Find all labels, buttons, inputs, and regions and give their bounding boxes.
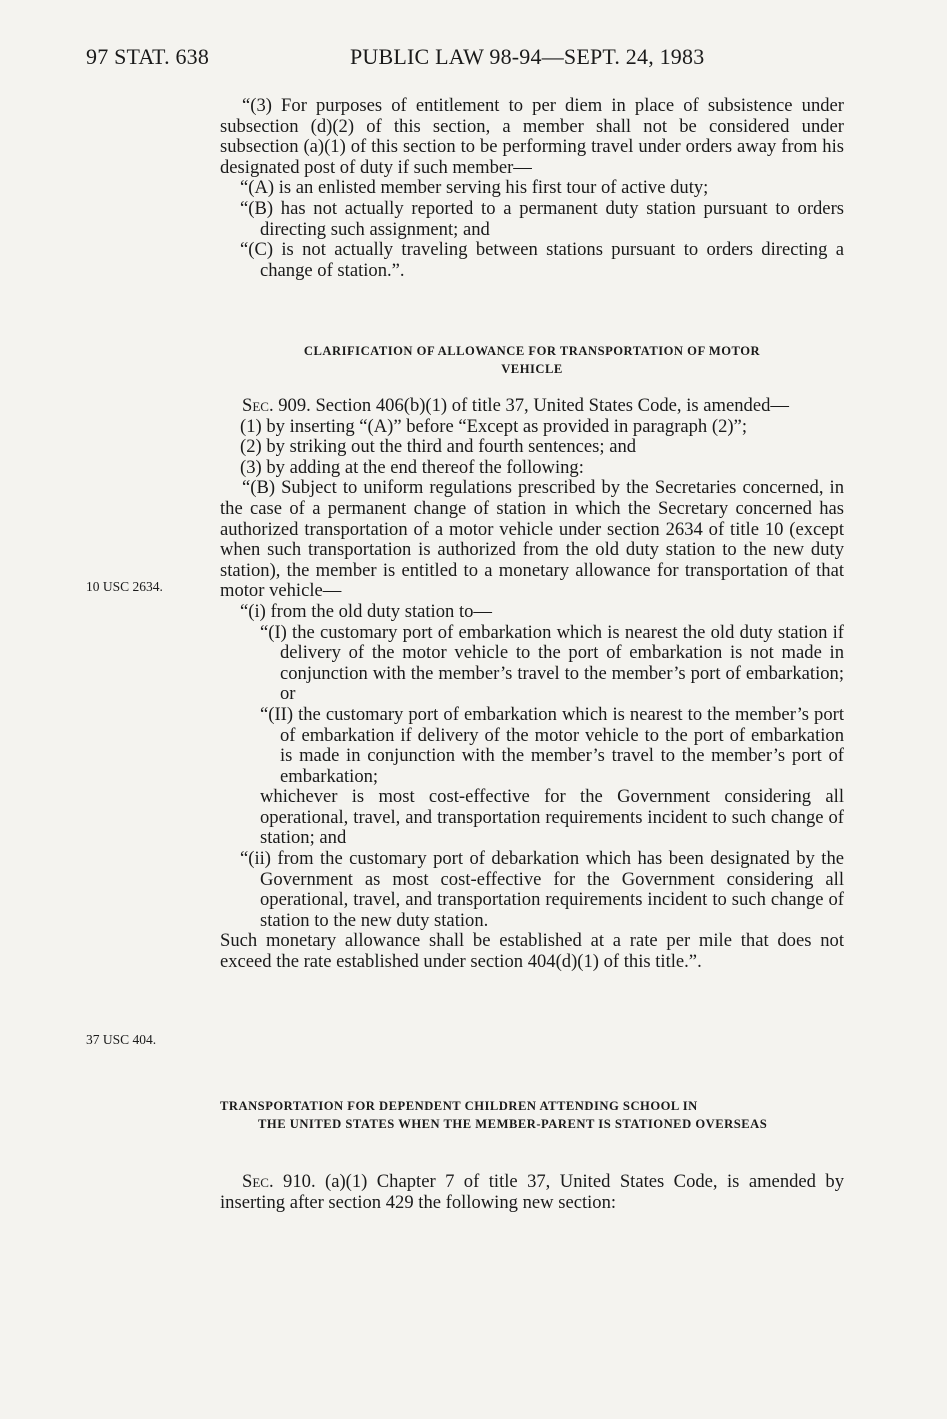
amendment-item-1: (1) by inserting “(A)” before “Except as provided in paragraph (2)”;: [240, 415, 747, 437]
section-910-heading-line-2: THE UNITED STATES WHEN THE MEMBER-PARENT IS STATIONED OVERSEAS: [258, 1117, 768, 1131]
whichever-text: whichever is most cost-effective for the Government considering all operational, travel, and transportation requirements incident to such change of station; and: [260, 786, 844, 849]
subclause-II: “(II) the customary port of embarkation which is nearest to the member’s port of embarkation if delivery of the motor vehicle to the port of embarkation is made in conjunction with the member’s travel to the member’s port of embarkation;: [260, 703, 844, 787]
subparagraph-b: “(B) has not actually reported to a permanent duty station pursuant to orders directing such assignment; and: [240, 197, 844, 240]
section-910-block: [220, 1172, 844, 1213]
sec-label: Sec.: [242, 1171, 274, 1192]
closing-text: Such monetary allowance shall be established at a rate per mile that does not exceed the rate established under section 404(d)(1) of this title.”.: [220, 930, 844, 973]
amendment-item-2: (2) by striking out the third and fourth sentences; and: [240, 436, 637, 458]
amendment-item-3: (3) by adding at the end thereof the following:: [240, 456, 584, 478]
section-910-heading: [220, 1097, 844, 1133]
public-law-header: PUBLIC LAW 98-94—SEPT. 24, 1983: [350, 44, 705, 69]
clause-ii: “(ii) from the customary port of debarkation which has been designated by the Government as most cost-effective for the Government considering all operational, travel, and transportation requirements incident to such change of station to the new duty station.: [240, 848, 844, 931]
section-910-heading-line-1: TRANSPORTATION FOR DEPENDENT CHILDREN ATTENDING SCHOOL IN: [220, 1099, 698, 1113]
subparagraph-b-text: “(B) Subject to uniform regulations prescribed by the Secretaries concerned, in the case of a permanent change of station in which the Secretary concerned has authorized transportation of a motor vehicle under section 2634 of title 10 (except when such transportation is authorized from the old duty station to the new duty station), the member is entitled to a monetary allowance for transportation of that motor vehicle—: [220, 477, 844, 602]
clause-i: “(i) from the old duty station to—: [240, 600, 493, 622]
subparagraph-a: “(A) is an enlisted member serving his first tour of active duty;: [240, 177, 709, 199]
sec-label: Sec.: [242, 395, 274, 416]
section-909-heading: CLARIFICATION OF ALLOWANCE FOR TRANSPORTATION OF MOTOR VEHICLE: [303, 344, 761, 376]
subclause-I: “(I) the customary port of embarkation which is nearest the old duty station if delivery of the motor vehicle to the port of embarkation is not made in conjunction with the member’s travel to the member’s port of embarkation; or: [260, 621, 844, 705]
subparagraph-c: “(C) is not actually traveling between stations pursuant to orders directing a change of station.”.: [240, 239, 844, 281]
section-909-intro: Sec. 909. Section 406(b)(1) of title 37, United States Code, is amended—: [242, 395, 789, 416]
margin-note-37-usc-404: 37 USC 404.: [86, 1032, 157, 1047]
margin-note-10-usc-2634: 10 USC 2634.: [86, 579, 163, 594]
stat-page-number: 97 STAT. 638: [86, 44, 210, 69]
paragraph-3: “(3) For purposes of entitlement to per diem in place of subsistence under subsection (d)(2) of this section, a member shall not be considered under subsection (a)(1) of this section to be performing travel under orders away from his designated post of duty if such member—: [220, 95, 844, 178]
paragraph-3-block: [220, 96, 844, 281]
section-909-block: [220, 396, 844, 973]
section-910-text: Sec. 910. (a)(1) Chapter 7 of title 37, United States Code, is amended by inserting after section 429 the following new section:: [220, 1171, 844, 1213]
